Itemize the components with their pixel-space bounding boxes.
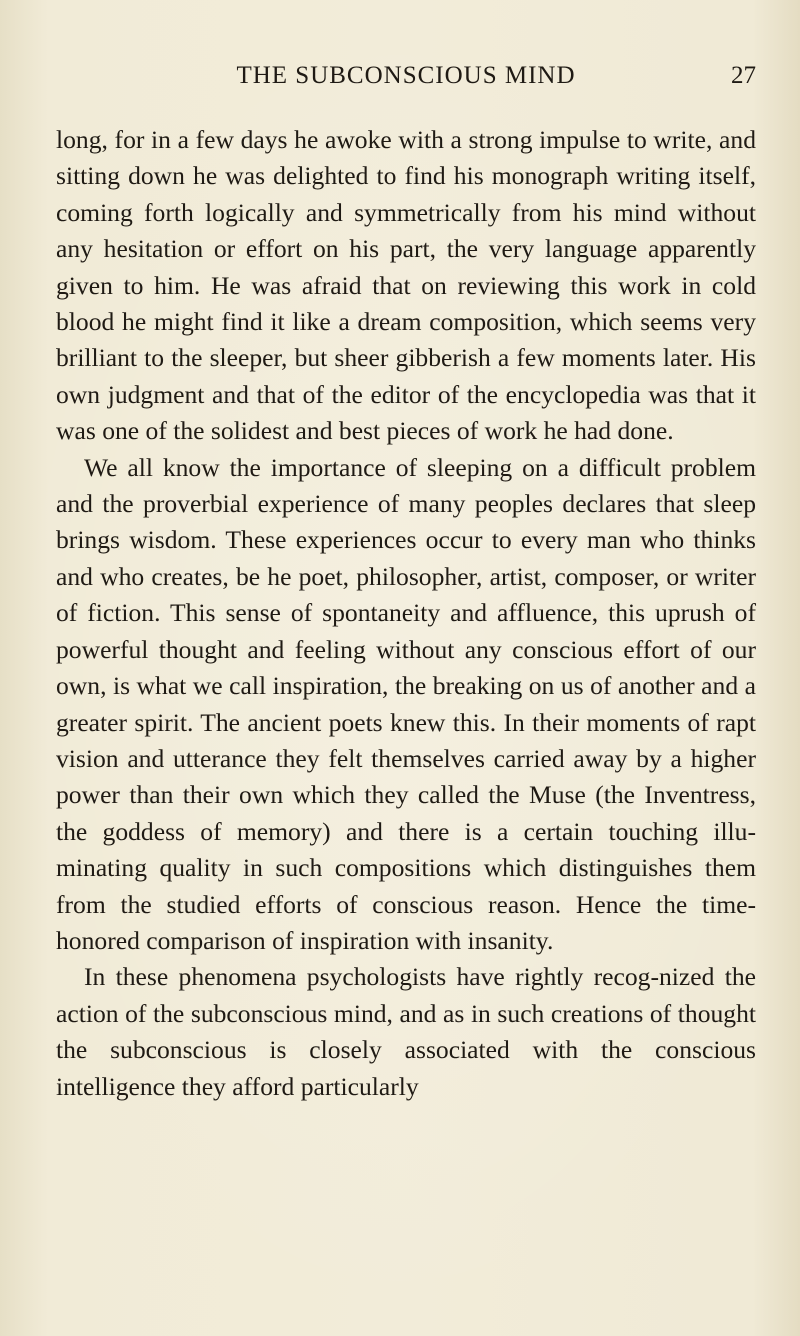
page-number: 27 [731,62,756,89]
page-header [56,58,756,94]
paragraph: We all know the importance of sleeping on a difficult problem and the proverbial experience of many peoples declares that sleep brings wisdom. These experiences occur to every man who thinks and who creates, be he poet, philosopher, artist, composer, or writer of fiction. This sense of spontaneity and affluence, this uprush of powerful thought and feeling without any conscious effort of our own, is what we call inspiration, the breaking on us of another and a greater spirit. The ancient poets knew this. In their moments of rapt vision and utterance they felt themselves carried away by a higher power than their own which they called the Muse (the Inventress, the goddess of memory) and there is a certain touching illu-minating quality in such compositions which distinguishes them from the studied efforts of conscious reason. Hence the time-honored comparison of inspiration with insanity. [56,452,756,955]
paragraph: In these phenomena psychologists have rightly recog-nized the action of the subconscious mind, and as in such creations of thought the subconscious is closely associated with the conscious intelligence they afford particularly [56,962,756,1101]
paragraph: long, for in a few days he awoke with a strong impulse to write, and sitting down he was delighted to find his monograph writing itself, coming forth logically and symmetrically from his mind without any hesitation or effort on his part, the very language apparently given to him. He was afraid that on reviewing this work in cold blood he might find it like a dream composition, which seems very brilliant to the sleeper, but sheer gibberish a few moments later. His own judgment and that of the editor of the encyclopedia was that it was one of the solidest and best pieces of work he had done. [56,125,756,446]
running-title: THE SUBCONSCIOUS MIND [236,62,576,89]
body-text [56,122,756,1105]
